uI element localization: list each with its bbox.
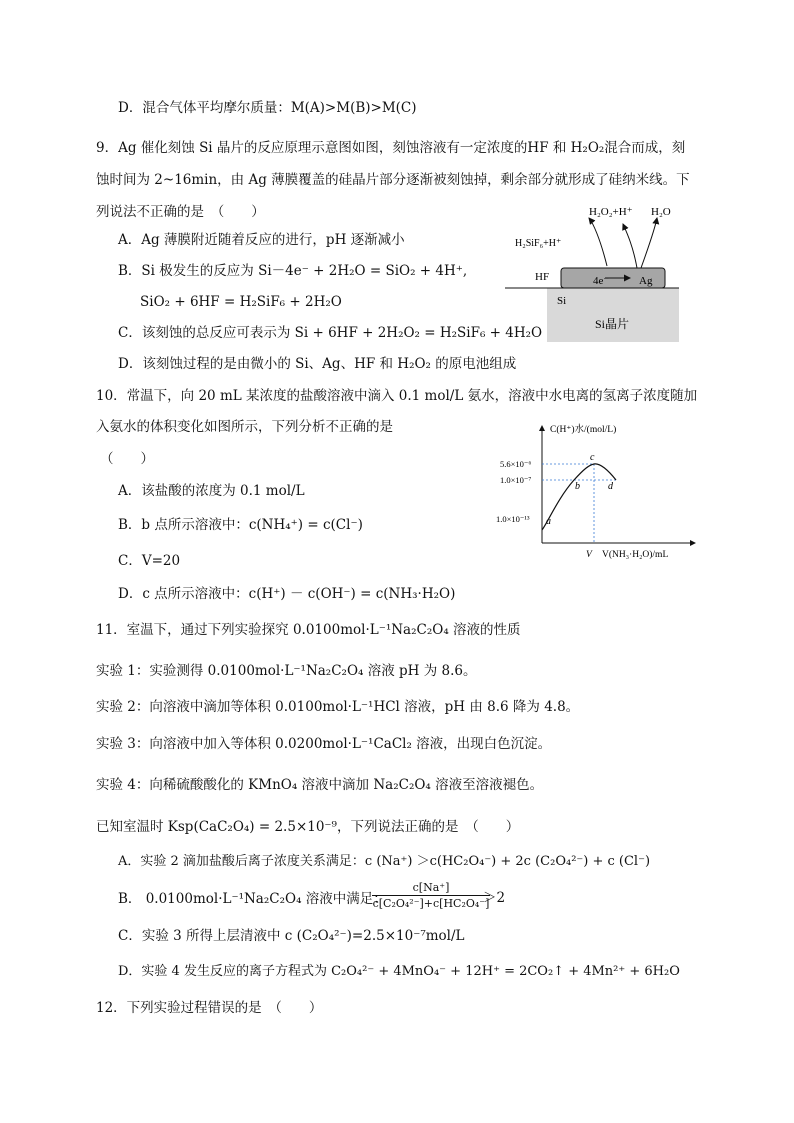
q10-option-a: A．该盐酸的浓度为 0.1 mol/L [118,483,305,499]
si-etching-diagram [505,198,685,346]
tick-1e-7: 1.0×10⁻⁷ [500,475,532,485]
q11-stem: 11．室温下，通过下列实验探究 0.0100mol·L⁻¹Na₂C₂O₄ 溶液的性质 [96,622,521,638]
label-h2sif6-h: H₂SiF₆+H⁺ [515,238,562,249]
tick-v: V [586,550,592,560]
tick-5p6e-6: 5.6×10⁻⁶ [500,459,532,469]
q11-known-condition: 已知室温时 Ksp(CaC₂O₄) = 2.5×10⁻⁹，下列说法正确的是 （ ） [96,819,520,835]
tick-1e-13: 1.0×10⁻¹³ [496,514,530,524]
q10-option-c: C．V=20 [118,553,181,569]
q10-option-d: D．c 点所示溶液中：c(H⁺) － c(OH⁻) = c(NH₃·H₂O) [118,586,456,602]
fraction-numerator: c[Na⁺] [372,881,490,896]
q9-stem-line-2: 蚀时间为 2~16min，由 Ag 薄膜覆盖的硅晶片部分逐渐被刻蚀掉，剩余部分就形成了硅纳米线。下 [96,172,690,188]
q12-stem: 12．下列实验过程错误的是 （ ） [96,1000,323,1016]
point-c-label: c [590,452,595,463]
q10-option-b: B．b 点所示溶液中：c(NH₄⁺) = c(Cl⁻) [118,517,363,533]
label-h2o: H₂O [651,206,671,218]
q11-option-b-suffix: ＞2 [483,890,506,906]
q11-option-b-prefix: B． 0.0100mol·L⁻¹Na₂C₂O₄ 溶液中满足： [118,891,387,907]
label-hf: HF [535,271,550,283]
q11-experiment-3: 实验 3：向溶液中加入等体积 0.0200mol·L⁻¹CaCl₂ 溶液，出现白色沉淀。 [96,736,552,752]
point-a-label: a [546,516,551,527]
q10-stem-line-1: 10．常温下，向 20 mL 某浓度的盐酸溶液中滴入 0.1 mol/L 氨水，溶液中水电离的氢离子浓度随加 [96,388,698,404]
q11-option-b-fraction [372,881,490,910]
h2o-out-arrow [641,218,657,268]
q11-experiment-2: 实验 2：向溶液中滴加等体积 0.0100mol·L⁻¹HCl 溶液，pH 由 8.6 降为 4.8。 [96,699,580,715]
q10-answer-paren: （ ） [100,451,154,467]
q9-option-b-line-1: B．Si 极发生的反应为 Si－4e⁻ + 2H₂O = SiO₂ + 4H⁺, [118,263,468,279]
point-d-label: d [608,481,613,492]
q9-option-c: C．该刻蚀的总反应可表示为 Si + 6HF + 2H₂O₂ = H₂SiF₆ + 4H₂O [118,325,543,341]
label-4e: 4e⁻ [593,275,610,287]
curve [542,464,616,530]
y-axis-label: C(H⁺)水/(mol/L) [550,425,617,435]
q11-option-c: C．实验 3 所得上层清液中 c (C₂O₄²⁻)=2.5×10⁻⁷mol/L [118,928,465,944]
q11-experiment-1: 实验 1：实验测得 0.0100mol·L⁻¹Na₂C₂O₄ 溶液 pH 为 8.6。 [96,663,477,679]
h2o2-in-arrow [623,224,637,268]
si-wafer-block [547,288,679,342]
left-reaction-arrow [589,218,607,266]
q11-option-d: D．实验 4 发生反应的离子方程式为 C₂O₄²⁻ + 4MnO₄⁻ + 12H⁺ = 2CO₂↑ + 4Mn²⁺ + 6H₂O [118,964,680,979]
q9-stem-line-3: 列说法不正确的是 （ ） [96,204,265,220]
h-ion-curve-figure [490,418,705,563]
fraction-denominator: c[C₂O₄²⁻]+c[HC₂O₄⁻] [372,897,490,910]
label-si-wafer: Si晶片 [595,317,630,331]
label-h2o2-h: H₂O₂+H⁺ [589,206,633,218]
q11-option-a: A．实验 2 滴加盐酸后离子浓度关系满足：c (Na⁺) ＞c(HC₂O₄⁻) + 2c (C₂O₄²⁻) + c (Cl⁻) [118,854,651,869]
x-axis-label: V(NH₃·H₂O)/mL [602,550,669,560]
q9-option-d: D．该刻蚀过程的是由微小的 Si、Ag、HF 和 H₂O₂ 的原电池组成 [118,356,517,372]
q9-stem-line-1: 9．Ag 催化刻蚀 Si 晶片的反应原理示意图如图，刻蚀溶液有一定浓度的HF 和 H₂O₂混合而成，刻 [96,140,686,156]
label-si: Si [557,295,567,307]
q9-option-b-line-2: SiO₂ + 6HF = H₂SiF₆ + 2H₂O [140,294,342,310]
q9-option-a: A．Ag 薄膜附近随着反应的进行，pH 逐渐减小 [118,232,405,248]
label-ag: Ag [639,275,653,287]
q8-option-d: D．混合气体平均摩尔质量：M(A)>M(B)>M(C) [118,100,417,116]
point-b-label: b [575,481,580,492]
q11-experiment-4: 实验 4：向稀硫酸酸化的 KMnO₄ 溶液中滴加 Na₂C₂O₄ 溶液至溶液褪色。 [96,777,544,793]
q10-stem-line-2: 入氨水的体积变化如图所示，下列分析不正确的是 [96,419,393,435]
